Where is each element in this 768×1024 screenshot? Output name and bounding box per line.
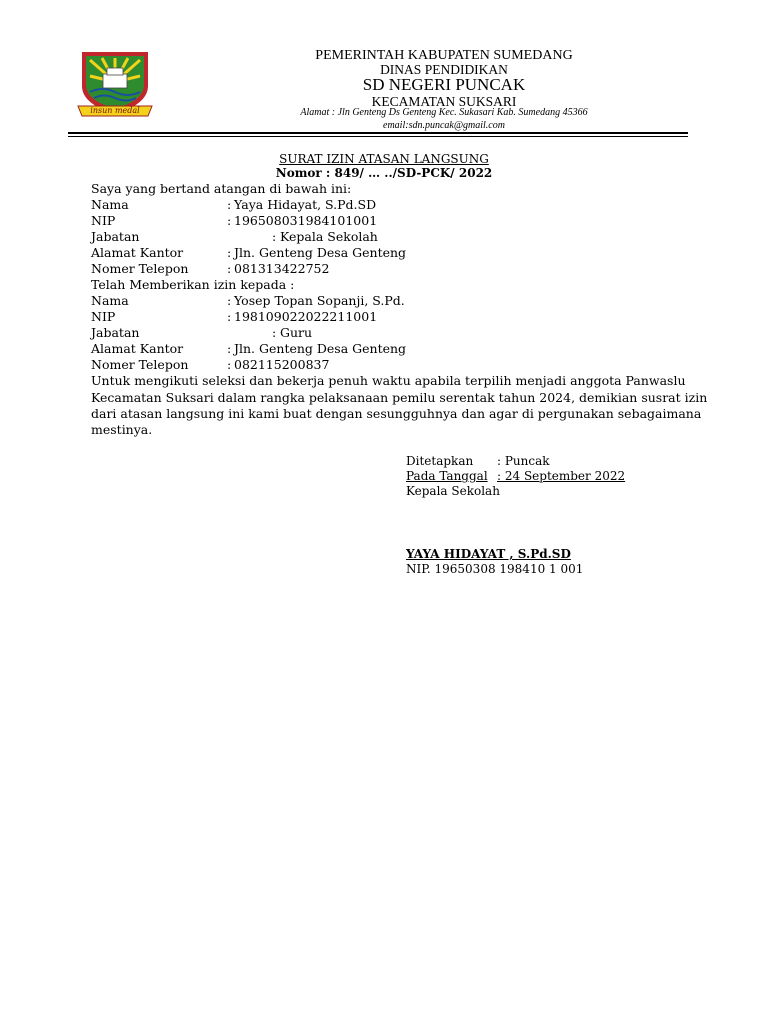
place-value: : Puncak	[497, 454, 550, 468]
recipient-nip: 198109022022211001	[234, 309, 378, 324]
field-label: Nama	[91, 197, 129, 212]
kop-school-name: SD NEGERI PUNCAK	[362, 75, 526, 94]
kop-government: PEMERINTAH KABUPATEN SUMEDANG	[315, 48, 573, 63]
kop-email: email:sdn.puncak@gmail.com	[383, 120, 505, 131]
kop-district: KECAMATAN SUKSARI	[371, 94, 517, 109]
header-rule-thin	[68, 136, 688, 137]
field-colon: :	[227, 245, 232, 260]
intro-text: Saya yang bertand atangan di bawah ini:	[91, 181, 352, 196]
body-line: dari atasan langsung ini kami buat dengan sesungguhnya dan agar di pergunakan sebagaimana	[91, 406, 702, 421]
field-colon: :	[227, 341, 232, 356]
place-label: Ditetapkan	[406, 454, 474, 468]
body-line: Kecamatan Suksari dalam rangka pelaksanaan pemilu serentak tahun 2024, demikian susrat izin	[91, 390, 708, 405]
field-colon: :	[272, 325, 277, 340]
date-value: : 24 September 2022	[497, 469, 626, 483]
signer-nip: 196508031984101001	[234, 213, 378, 228]
field-label: Nama	[91, 293, 129, 308]
header-rule	[68, 132, 688, 134]
letter-title: SURAT IZIN ATASAN LANGSUNG	[279, 152, 489, 166]
field-label: NIP	[91, 309, 116, 324]
signer-nip-footer: NIP. 19650308 198410 1 001	[406, 562, 584, 576]
field-label: Alamat Kantor	[91, 341, 184, 356]
recipient-phone: 082115200837	[234, 357, 330, 372]
kop-department: DINAS PENDIDIKAN	[380, 62, 508, 77]
field-colon: :	[227, 213, 232, 228]
signer-name: Yaya Hidayat, S.Pd.SD	[234, 197, 377, 212]
body-line: mestinya.	[91, 422, 153, 437]
recipient-office-address: Jln. Genteng Desa Genteng	[234, 341, 407, 356]
field-colon: :	[272, 229, 277, 244]
field-label: Nomer Telepon	[91, 261, 189, 276]
signer-position: Kepala Sekolah	[280, 229, 378, 244]
logo-banner-text: insun medal	[90, 106, 140, 115]
recipient-name: Yosep Topan Sopanji, S.Pd.	[234, 293, 405, 308]
signer-full-name: YAYA HIDAYAT , S.Pd.SD	[406, 547, 571, 561]
field-colon: :	[227, 293, 232, 308]
field-label: Jabatan	[91, 229, 140, 244]
signer-title: Kepala Sekolah	[406, 484, 500, 498]
field-label: Alamat Kantor	[91, 245, 184, 260]
kop-address: Alamat : Jln Genteng Ds Genteng Kec. Sukasari Kab. Sumedang 45366	[300, 107, 588, 118]
signer-phone: 081313422752	[234, 261, 330, 276]
field-colon: :	[227, 197, 232, 212]
field-colon: :	[227, 309, 232, 324]
field-label: NIP	[91, 213, 116, 228]
field-colon: :	[227, 261, 232, 276]
date-label: Pada Tanggal	[406, 469, 488, 483]
field-label: Nomer Telepon	[91, 357, 189, 372]
recipient-position: Guru	[280, 325, 313, 340]
body-line: Untuk mengikuti seleksi dan bekerja penuh waktu apabila terpilih menjadi anggota Panwaslu	[91, 373, 686, 388]
letter-number: Nomor : 849/ … ../SD-PCK/ 2022	[275, 166, 493, 180]
permit-intro: Telah Memberikan izin kepada :	[91, 277, 295, 292]
field-colon: :	[227, 357, 232, 372]
signer-office-address: Jln. Genteng Desa Genteng	[234, 245, 407, 260]
field-label: Jabatan	[91, 325, 140, 340]
